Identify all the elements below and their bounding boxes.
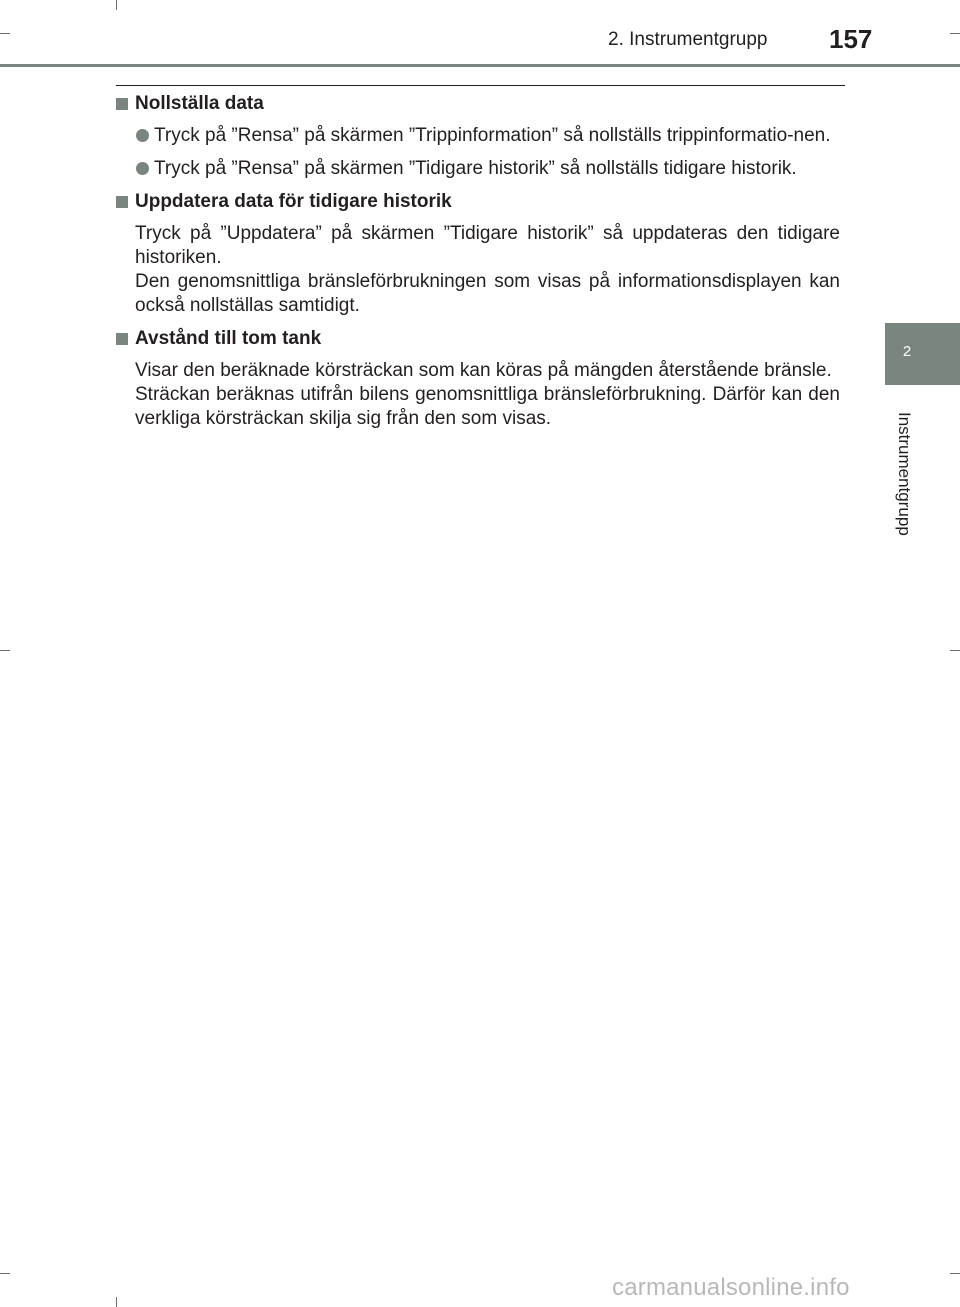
crop-mark bbox=[0, 1273, 10, 1274]
footer-watermark: carmanualsonline.info bbox=[612, 1274, 850, 1301]
content-top-rule bbox=[116, 85, 845, 86]
list-item-text: Tryck på ”Rensa” på skärmen ”Trippinformation” så nollställs trippinformatio-nen. bbox=[154, 125, 831, 146]
header-rule bbox=[0, 64, 960, 67]
crop-mark bbox=[950, 650, 960, 651]
page-number: 157 bbox=[829, 24, 873, 54]
round-bullet-icon bbox=[136, 129, 149, 142]
crop-mark bbox=[0, 650, 10, 651]
section-heading-text: Uppdatera data för tidigare historik bbox=[135, 191, 452, 212]
body-paragraph: Tryck på ”Uppdatera” på skärmen ”Tidigare historik” så uppdateras den tidigare historiken. bbox=[135, 223, 840, 268]
running-header-title: 2. Instrumentgrupp bbox=[608, 29, 768, 50]
section-heading-text: Nollställa data bbox=[135, 93, 264, 114]
page-content bbox=[116, 92, 840, 431]
round-bullet-icon bbox=[136, 162, 149, 175]
crop-mark bbox=[0, 33, 10, 34]
list-item bbox=[116, 157, 840, 181]
section-heading-text: Avstånd till tom tank bbox=[135, 328, 322, 349]
crop-mark bbox=[950, 33, 960, 34]
square-bullet-icon bbox=[116, 333, 128, 345]
chapter-tab bbox=[885, 323, 960, 385]
crop-mark bbox=[116, 0, 117, 10]
body-paragraph: Den genomsnittliga bränsleförbrukningen som visas på informationsdisplayen kan också nollställas samtidigt. bbox=[135, 271, 840, 316]
section-heading bbox=[116, 92, 840, 116]
list-item bbox=[116, 124, 840, 148]
crop-mark bbox=[116, 1297, 117, 1307]
list-item-text: Tryck på ”Rensa” på skärmen ”Tidigare historik” så nollställs tidigare historik. bbox=[154, 158, 797, 179]
body-paragraph: Sträckan beräknas utifrån bilens genomsnittliga bränsleförbrukning. Därför kan den verkliga körsträckan skilja sig från den som visas. bbox=[135, 384, 840, 429]
square-bullet-icon bbox=[116, 98, 128, 110]
section-heading bbox=[116, 327, 840, 351]
chapter-tab-number: 2 bbox=[902, 343, 912, 360]
square-bullet-icon bbox=[116, 196, 128, 208]
chapter-tab-label: Instrumentgrupp bbox=[895, 412, 914, 536]
section-heading bbox=[116, 190, 840, 214]
body-paragraph: Visar den beräknade körsträckan som kan köras på mängden återstående bränsle. bbox=[135, 360, 832, 381]
crop-mark bbox=[950, 1273, 960, 1274]
